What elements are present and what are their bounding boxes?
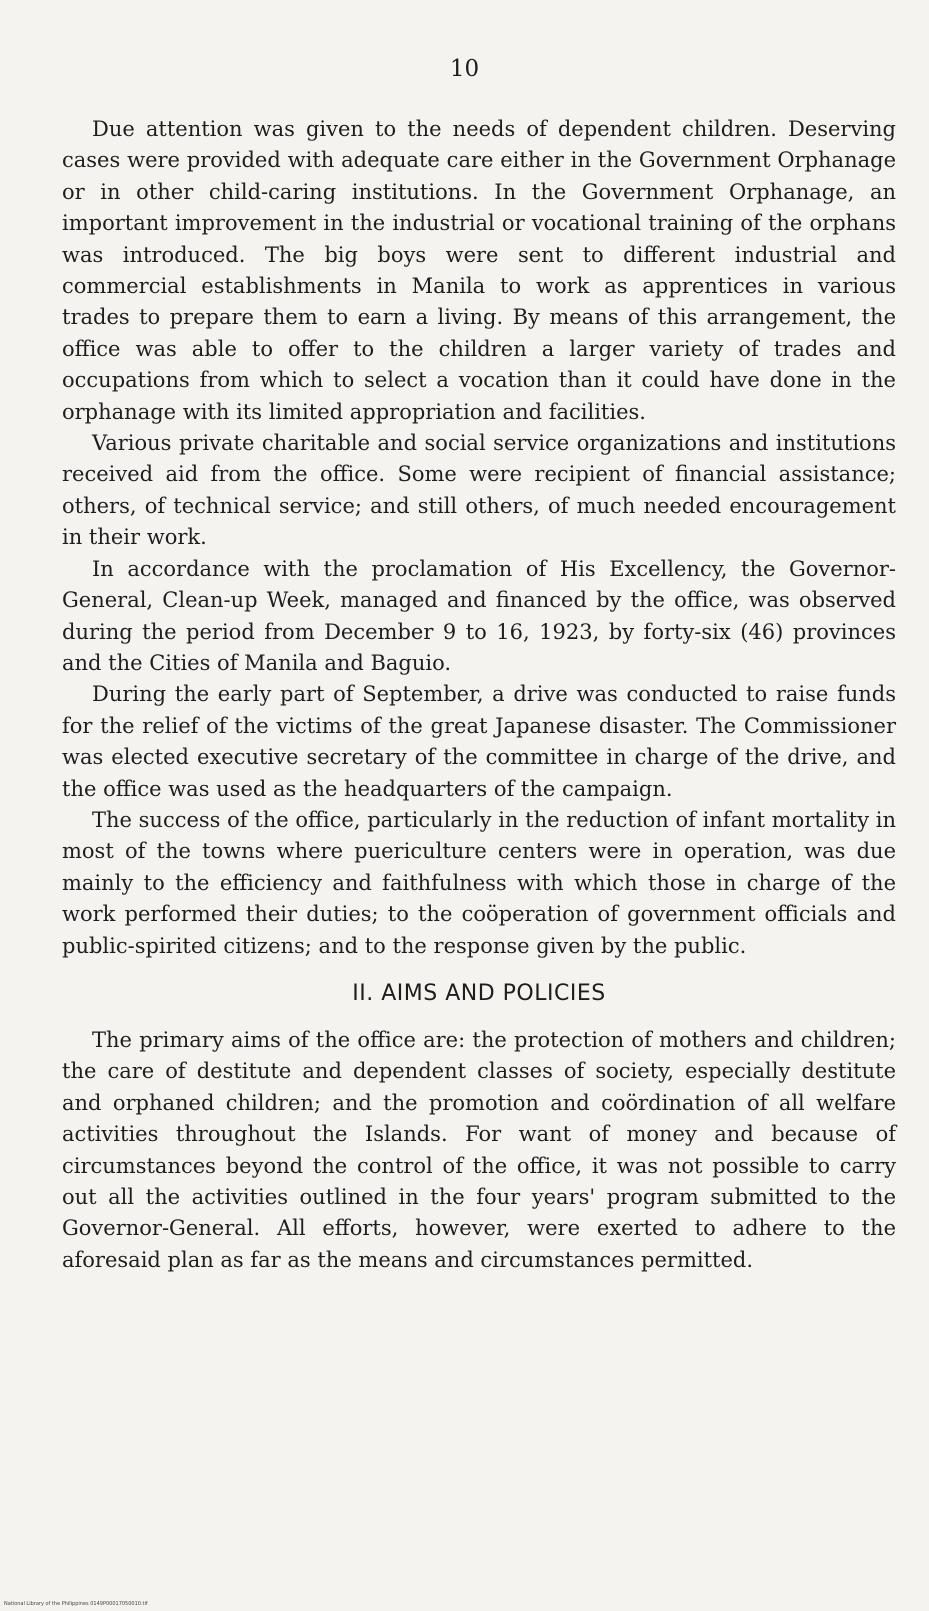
paragraph-relief-drive: During the early part of September, a drive was conducted to raise funds for the relief of the victims of the great Japanese disaster. The Commissioner was elected executive secretary of the committee in charge of the drive, and the office was used as the headquarters of the campaign. — [62, 682, 896, 801]
section-heading-aims-policies: II. AIMS AND POLICIES — [352, 980, 606, 1006]
page-number: 10 — [449, 56, 480, 82]
paragraph-private-organizations: Various private charitable and social service organizations and institutions received aid from the office. Some were recipient of financial assistance; others, of technical service; and still others, of much needed encouragement in their work. — [62, 431, 896, 550]
paragraph-dependent-children: Due attention was given to the needs of dependent children. Deserving cases were provided with adequate care either in the Government Orphanage or in other child-caring institutions. In the Government Orphanage, an important improvement in the industrial or vocational training of the orphans was introduced. The big boys were sent to different industrial and commercial establishments in Manila to work as apprentices in various trades to prepare them to earn a living. By means of this arrangement, the office was able to offer to the children a larger variety of trades and occupations from which to select a vocation than it could have done in the orphanage with its limited appropriation and facilities. — [62, 117, 896, 424]
footer-credit: National Library of the Philippines 0149P00017050010.tif — [4, 1601, 148, 1607]
paragraph-primary-aims: The primary aims of the office are: the protection of mothers and children; the care of destitute and dependent classes of society, especially destitute and orphaned children; and the promotion and coördination of all welfare activities throughout the Islands. For want of money and because of circumstances beyond the control of the office, it was not possible to carry out all the activities outlined in the four years' program submitted to the Governor-General. All efforts, however, were exerted to adhere to the aforesaid plan as far as the means and circumstances permitted. — [62, 1027, 896, 1272]
paragraph-office-success: The success of the office, particularly in the reduction of infant mortality in most of the towns where puericulture centers were in operation, was due mainly to the efficiency and faithfulness with which those in charge of the work performed their duties; to the coöperation of government officials and public-spirited citizens; and to the response given by the public. — [62, 807, 896, 958]
body-text — [62, 114, 896, 1276]
paragraph-clean-up-week: In accordance with the proclamation of His Excellency, the Governor-General, Clean-up Week, managed and financed by the office, was observed during the period from December 9 to 16, 1923, by forty-six (46) provinces and the Cities of Manila and Baguio. — [62, 556, 896, 675]
